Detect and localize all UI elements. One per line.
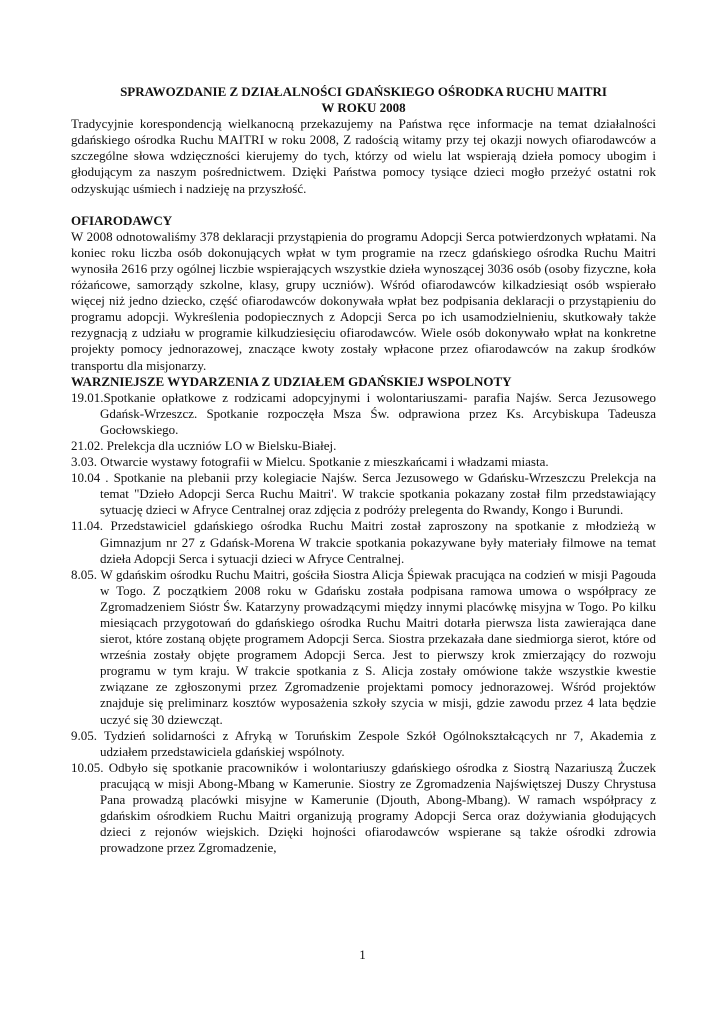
intro-paragraph: Tradycyjnie korespondencją wielkanocną przekazujemy na Państwa ręce informacje na temat działalności gdańskiego ośrodka Ruchu MAITRI w roku 2008, Z radością witamy przy tej okazji nowych ofiarodawców a szczególne słowa wdzięczności kierujemy do tych, którzy od wielu lat wspierają dzieła pomocy ubogim i głodującym za naszym pośrednictwem. Dzięki Państwa pomocy tysiące dzieci mogło przeżyć ostatni rok odzyskując uśmiech i nadzieję na przyszłość.	[71, 116, 656, 196]
section-heading-donors: OFIARODAWCY	[71, 212, 173, 228]
event-item: 21.02. Prelekcja dla uczniów LO w Bielsku-Białej.	[71, 437, 337, 453]
event-item: 9.05. Tydzień solidarności z Afryką w Toruńskim Zespole Szkół Ogólnokształcących nr 7, Akademia z udziałem przedstawiciela gdańskiej wspólnoty.	[71, 727, 656, 759]
event-item: 3.03. Otwarcie wystawy fotografii w Mielcu. Spotkanie z mieszkańcami i władzami miasta.	[71, 454, 549, 470]
title-line-1: SPRAWOZDANIE Z DZIAŁALNOŚCI GDAŃSKIEGO OŚRODKA RUCHU MAITRI	[120, 84, 607, 99]
document-page	[71, 84, 656, 856]
event-item: 10.04 . Spotkanie na plebanii przy kolegiacie Najśw. Serca Jezusowego w Gdańsku-Wrzeszczu Prelekcja na temat "Dzieło Adopcji Serca Ruchu Maitri'. W trakcie spotkania pokazany został film przedstawiający sytuację dzieci w Afryce Centralnej oraz zdjęcia z podróży prelegenta do Rwandy, Kongo i Burundi.	[71, 470, 656, 518]
event-item: 11.04. Przedstawiciel gdańskiego ośrodka Ruchu Maitri został zaproszony na spotkanie z młodzieżą w Gimnazjum nr 27 z Gdańsk-Morena W trakcie spotkania pokazywane były materiały filmowe na temat dzieła Adopcji Serca i sytuacji dzieci w Afryce Centralnej.	[71, 518, 656, 566]
section-heading-events: WARZNIEJSZE WYDARZENIA Z UDZIAŁEM GDAŃSKIEJ WSPOLNOTY	[71, 373, 512, 389]
document-title	[71, 84, 656, 116]
event-item: 10.05. Odbyło się spotkanie pracowników i wolontariuszy gdańskiego ośrodka z Siostrą Nazariuszą Żuczek pracującą w misji Abong-Mbang w Kamerunie. Siostry ze Zgromadzenia Najświętszej Duszy Chrystusa Pana prowadzą placówki misyjne w Kamerunie (Djouth, Abong-Mbang). W ramach współpracy z gdańskim ośrodkiem Ruchu Maitri organizują programy Adopcji Serca oraz dożywiania głodujących dzieci z rejonów wiejskich. Dzięki hojności ofiarodawców wspierane są także ośrodki zdrowia prowadzone przez Zgromadzenie,	[71, 759, 656, 856]
paragraph-spacer	[71, 197, 656, 213]
donors-paragraph: W 2008 odnotowaliśmy 378 deklaracji przystąpienia do programu Adopcji Serca potwierdzonych wpłatami. Na koniec roku liczba osób dokonujących wpłat w tym programie na rzecz gdańskiego ośrodka Ruchu Maitri wynosiła 2616 przy ogólnej liczbie wspierających wszystkie dzieła wynoszącej 3036 osób (osoby fizyczne, koła różańcowe, samorządy szkolne, klasy, grupy uczniów). Wśród ofiarodawców kilkadziesiąt osób wspierało więcej niż jedno dziecko, część ofiarodawców dokonywała wpłat bez podpisania deklaracji o przystąpieniu do programu adopcji. Wykreślenia podopiecznych z Adopcji Serca po ich usamodzielnieniu, skutkowały także rezygnacją z udziału w programie kilkudziesięciu ofiarodawców. Wiele osób dokonywało wpłat na konkretne projekty pomocy jednorazowej, znaczące kwoty zostały wpłacone przez ofiarodawców na zakup środków transportu dla misjonarzy.	[71, 228, 656, 373]
event-item: 8.05. W gdańskim ośrodku Ruchu Maitri, gościła Siostra Alicja Śpiewak pracująca na codzień w misji Pagouda w Togo. Z początkiem 2008 roku w Gdańsku została podpisana ramowa umowa o współpracy ze Zgromadzeniem Sióstr Św. Katarzyny prowadzącymi między innymi placówkę misyjna w Togo. Po kilku miesiącach przygotowań do gdańskiego ośrodka Ruchu Maitri dotarła pierwsza lista zawierająca dane sierot, które zostaną objęte programem Adopcji Serca. Siostra przekazała dane siedmiorga sierot, które od września zostały objęte programem Adopcji Serca. Jest to pierwszy krok zmierzający do rozwoju programu w tym kraju. W trakcie spotkania z S. Alicja zostały omówione także wszystkie kwestie związane ze zgłoszonymi przez Zgromadzenie projektami pomocy jednorazowej. Wśród projektów znajduje się preliminarz kosztów wyposażenia szkoły szycia w misji, gdzie zawodu przez 4 lata będzie uczyć się 30 dziewcząt.	[71, 566, 656, 727]
title-line-2: W ROKU 2008	[321, 100, 406, 116]
page-number: 1	[359, 947, 366, 962]
events-list	[71, 390, 656, 857]
event-item: 19.01.Spotkanie opłatkowe z rodzicami adopcyjnymi i wolontariuszami- parafia Najśw. Serca Jezusowego Gdańsk-Wrzeszcz. Spotkanie rozpoczęła Msza Św. odprawiona przez Ks. Arcybiskupa Tadeusza Gocłowskiego.	[71, 389, 656, 437]
